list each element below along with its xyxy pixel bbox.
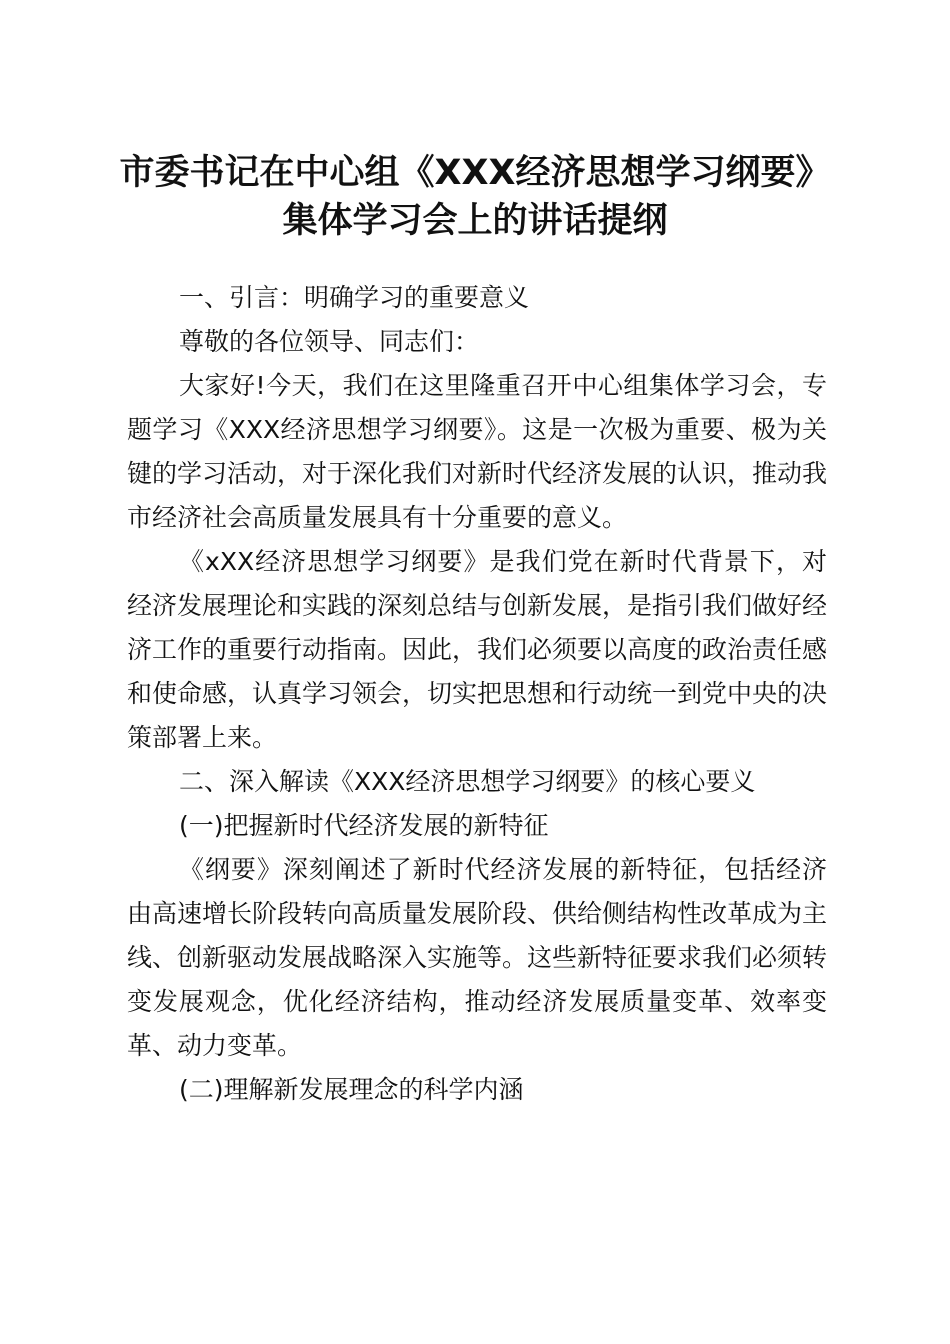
subsection-heading: (二)理解新发展理念的科学内涵 [179, 1075, 524, 1104]
document-body [127, 276, 827, 1112]
salutation: 尊敬的各位领导、同志们： [179, 327, 480, 356]
section-heading-intro: 一、引言：明确学习的重要意义 [179, 283, 530, 312]
document-title-line-1: 市委书记在中心组《XXX经济思想学习纲要》 [119, 153, 831, 193]
subsection-heading: (一)把握新时代经济发展的新特征 [179, 811, 549, 840]
body-paragraph: 《xXX经济思想学习纲要》是我们党在新时代背景下，对经济发展理论和实践的深刻总结与创新发展，是指引我们做好经济工作的重要行动指南。因此，我们必须要以高度的政治责任感和使命感，认真学习领会，切实把思想和行动统一到党中央的决策部署上来。 [127, 547, 828, 752]
body-paragraph: 《纲要》深刻阐述了新时代经济发展的新特征，包括经济由高速增长阶段转向高质量发展阶段、供给侧结构性改革成为主线、创新驱动发展战略深入实施等。这些新特征要求我们必须转变发展观念，优化经济结构，推动经济发展质量变革、效率变革、动力变革。 [127, 855, 828, 1060]
document-title-line-2: 集体学习会上的讲话提纲 [282, 201, 668, 241]
section-heading-core: 二、深入解读《XXX经济思想学习纲要》的核心要义 [179, 767, 756, 796]
body-paragraph: 大家好!今天，我们在这里隆重召开中心组集体学习会，专题学习《XXX经济思想学习纲要》。这是一次极为重要、极为关键的学习活动，对于深化我们对新时代经济发展的认识，推动我市经济社会高质量发展具有十分重要的意义。 [127, 371, 828, 532]
